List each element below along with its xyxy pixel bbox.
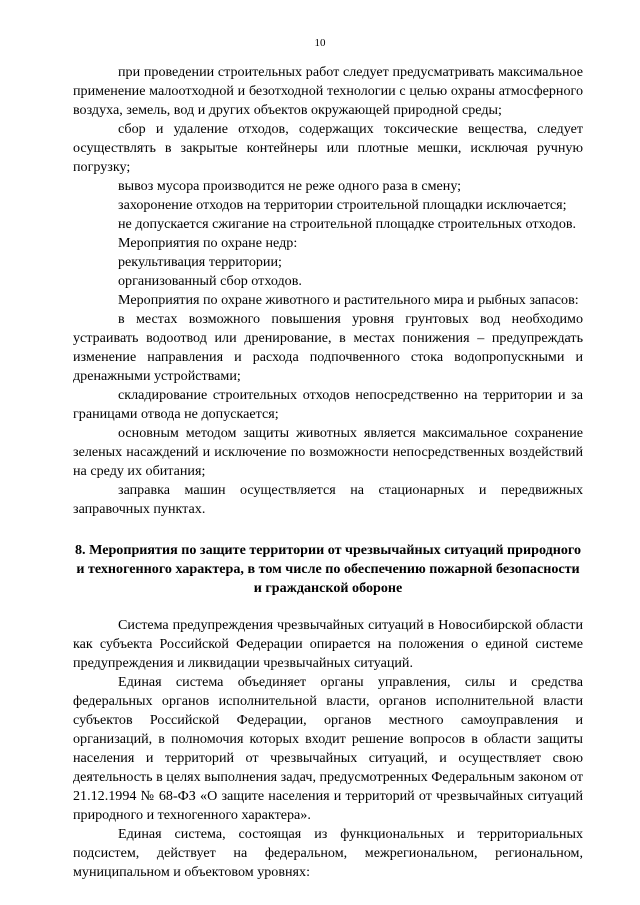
- paragraph: Мероприятия по охране недр:: [118, 235, 298, 251]
- paragraph: Мероприятия по охране животного и растительного мира и рыбных запасов:: [118, 292, 579, 308]
- paragraph: рекультивация территории;: [118, 254, 282, 270]
- paragraph: захоронение отходов на территории строительной площадки исключается;: [118, 197, 567, 213]
- paragraph: основным методом защиты животных является максимальное сохранение зеленых насаждений и исключение по возможности непосредственных воздействий на среду их обитания;: [73, 425, 583, 479]
- paragraph: сбор и удаление отходов, содержащих токсические вещества, следует осуществлять в закрытые контейнеры или плотные мешки, исключая ручную погрузку;: [73, 121, 583, 175]
- paragraph: складирование строительных отходов непосредственно на территории и за границами отвода не допускается;: [73, 387, 583, 422]
- paragraph: не допускается сжигание на строительной площадке строительных отходов.: [118, 216, 577, 232]
- paragraph: организованный сбор отходов.: [118, 273, 302, 289]
- paragraph: вывоз мусора производится не реже одного раза в смену;: [118, 178, 462, 194]
- paragraph: Единая система объединяет органы управления, силы и средства федеральных органов исполнительной власти, органов исполнительной власти субъектов Российской Федерации, органов местного самоуправления и организаций, в полномочия которых входит решение вопросов в области защиты населения и территорий от чрезвычайных ситуаций, и осуществляет свою деятельность в целях выполнения задач, предусмотренных Федеральным законом от 21.12.1994 № 68-ФЗ «О защите населения и территорий от чрезвычайных ситуаций природного и техногенного характера».: [73, 674, 583, 823]
- paragraph: при проведении строительных работ следует предусматривать максимальное применение малоотходной и безотходной технологии с целью охраны атмосферного воздуха, земель, вод и других объектов окружающей природной среды;: [73, 64, 583, 118]
- page-number: 10: [314, 37, 326, 49]
- paragraph: заправка машин осуществляется на стационарных и передвижных заправочных пунктах.: [73, 482, 583, 517]
- section-heading-text: 8. Мероприятия по защите территории от чрезвычайных ситуаций природного и техногенного характера, в том числе по обеспечению пожарной безопасности и гражданской обороне: [74, 542, 582, 596]
- section-heading: [73, 541, 583, 598]
- paragraph: Система предупреждения чрезвычайных ситуаций в Новосибирской области как субъекта Российской Федерации опирается на положения о единой системе предупреждения и ликвидации чрезвычайных ситуаций.: [73, 617, 583, 671]
- paragraph: Единая система, состоящая из функциональных и территориальных подсистем, действует на федеральном, межрегиональном, региональном, муниципальном и объектовом уровнях:: [73, 826, 583, 880]
- document-body: [73, 63, 583, 882]
- paragraph: в местах возможного повышения уровня грунтовых вод необходимо устраивать водоотвод или дренирование, в местах понижения – предупреждать изменение направления и расхода подпочвенного стока водопропускными и дренажными устройствами;: [73, 311, 583, 384]
